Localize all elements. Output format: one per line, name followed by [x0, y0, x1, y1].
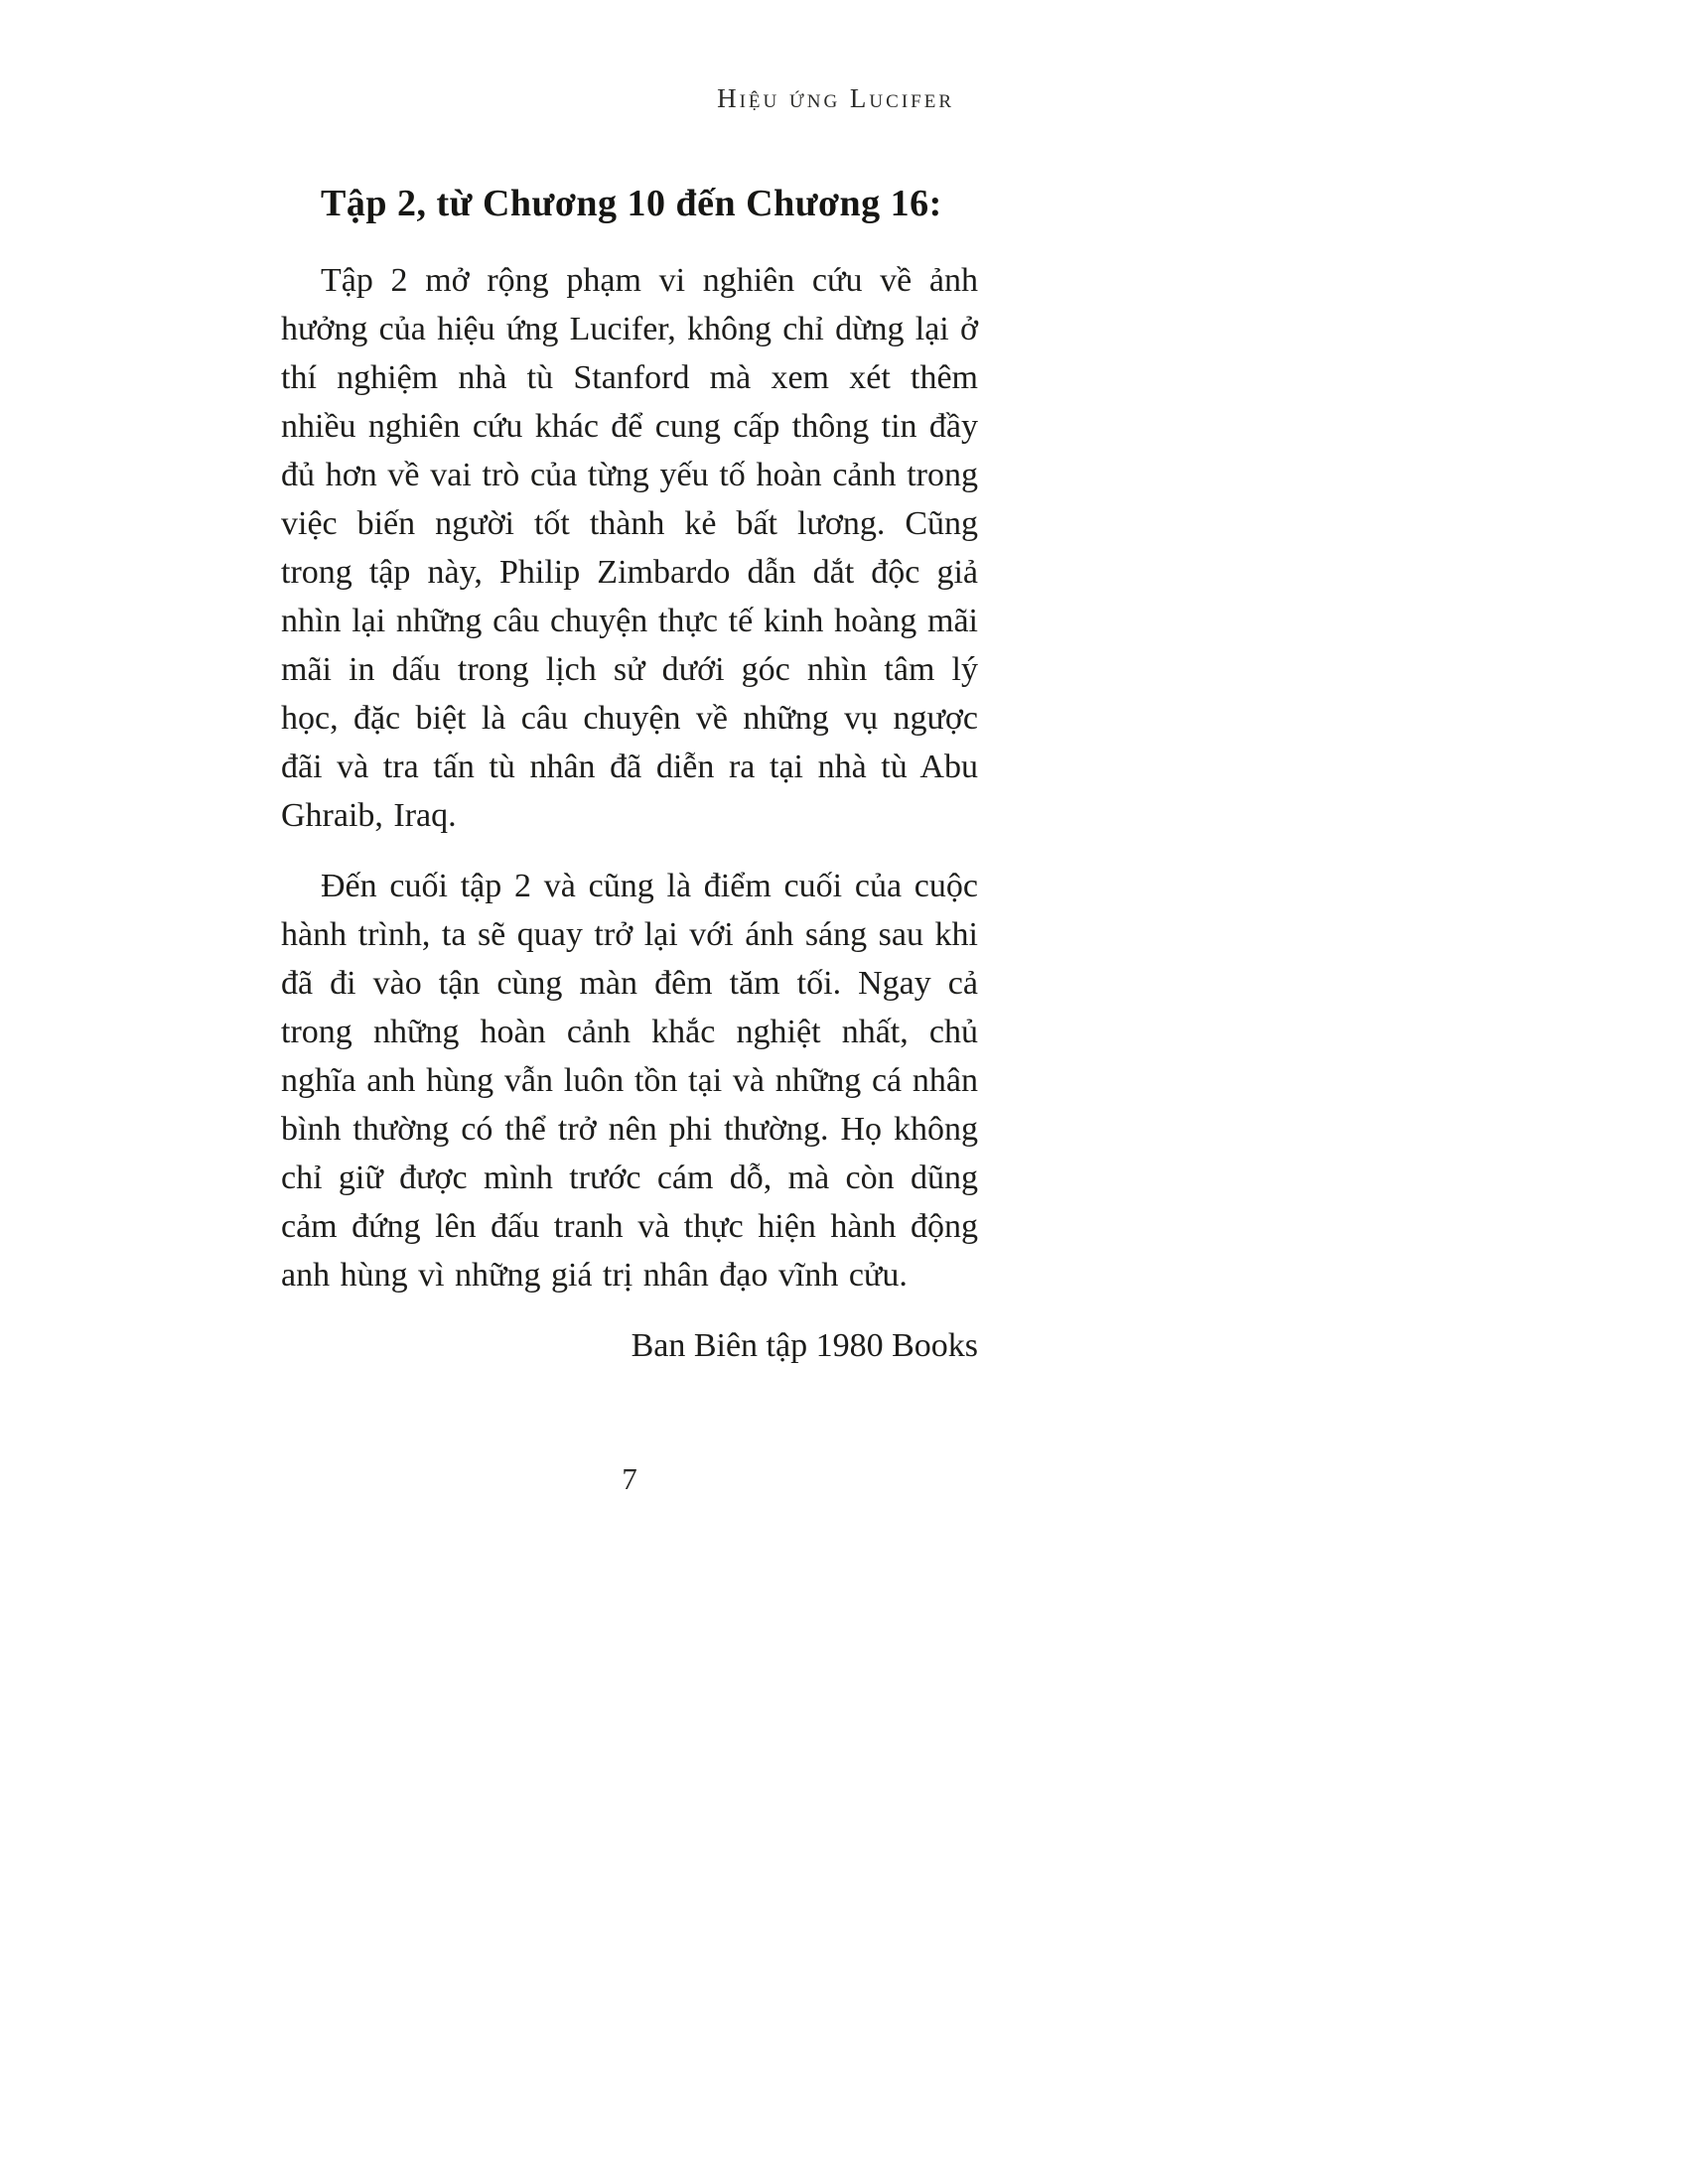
paragraph-2: Đến cuối tập 2 và cũng là điểm cuối của cuộc hành trình, ta sẽ quay trở lại với ánh sáng sau khi đã đi vào tận cùng màn đêm tăm tối. Ngay cả trong những hoàn cảnh khắc nghiệt nhất, chủ nghĩa anh hùng vẫn luôn tồn tại và những cá nhân bình thường có thể trở nên phi thường. Họ không chỉ giữ được mình trước cám dỗ, mà còn dũng cảm đứng lên đấu tranh và thực hiện hành động anh hùng vì những giá trị nhân đạo vĩnh cửu. [281, 868, 978, 1294]
paragraph-1: Tập 2 mở rộng phạm vi nghiên cứu về ảnh hưởng của hiệu ứng Lucifer, không chỉ dừng lại ở thí nghiệm nhà tù Stanford mà xem xét thêm nhiều nghiên cứu khác để cung cấp thông tin đầy đủ hơn về vai trò của từng yếu tố hoàn cảnh trong việc biến người tốt thành kẻ bất lương. Cũng trong tập này, Philip Zimbardo dẫn dắt độc giả nhìn lại những câu chuyện thực tế kinh hoàng mãi mãi in dấu trong lịch sử dưới góc nhìn tâm lý học, đặc biệt là câu chuyện về những vụ ngược đãi và tra tấn tù nhân đã diễn ra tại nhà tù Abu Ghraib, Iraq. [281, 262, 978, 834]
section-heading: Tập 2, từ Chương 10 đến Chương 16: [321, 183, 942, 224]
page-number: 7 [622, 1461, 637, 1496]
text-block [281, 181, 978, 1370]
running-header: Hiệu ứng Lucifer [717, 83, 954, 113]
signature: Ban Biên tập 1980 Books [631, 1327, 978, 1364]
